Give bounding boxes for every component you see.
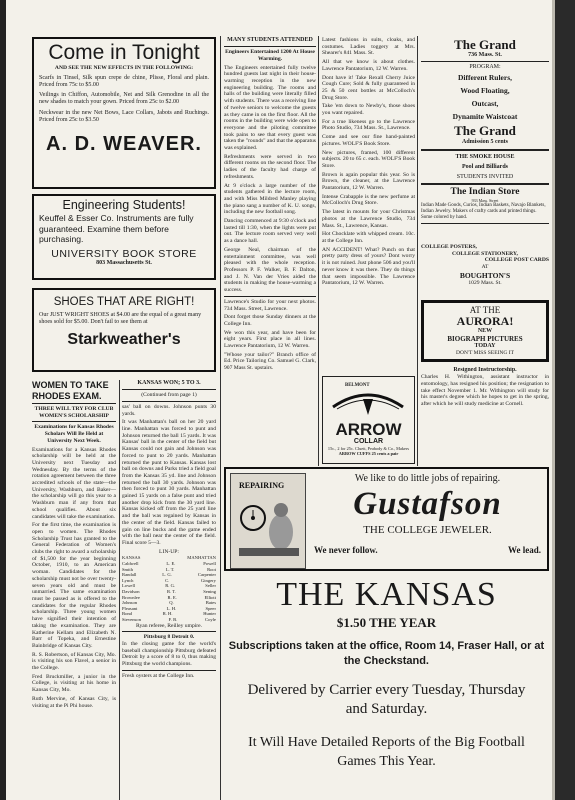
- weaver-name: A. D. WEAVER.: [46, 132, 202, 155]
- shoes-name: Starkweather's: [67, 331, 181, 349]
- aurora-l4: BIOGRAPH PICTURES: [447, 335, 523, 343]
- boughton-name: BOUGHTON'S: [459, 270, 511, 280]
- belmont-label: BELMONT: [345, 383, 370, 388]
- withington-headline: Resigned Instructorship.: [453, 367, 517, 373]
- lineup-position: R. H.: [162, 611, 173, 617]
- gustafson-sub: THE COLLEGE JEWELER.: [363, 524, 492, 536]
- lineup-kansas-player: Randall: [122, 572, 137, 578]
- rhodes-p1: Examinations for a Kansas Rhodes scholarship will be held at the University next Tuesday and Wednesday. By the terms of the rotation agreement between the three accredited schools of the state—the University, Washburn, and Baker—the scholarship will go this year to a Washburn man if any from that school qualifies. About six candidates will take the examination.: [32, 446, 116, 520]
- repairing-illustration-icon: [230, 473, 306, 569]
- bookstore-name: UNIVERSITY BOOK STORE: [51, 247, 197, 260]
- lineup-kansas-player: Bond: [122, 611, 132, 617]
- shoes-headline: SHOES THAT ARE RIGHT!: [53, 296, 195, 308]
- rhodes-deck: Examinations for Kansas Rhodes Scholars Will Be Held at University Next Week.: [34, 424, 114, 444]
- lineup-position: R. E.: [167, 594, 177, 600]
- bookstore-ad: [32, 194, 216, 280]
- rhodes-p3: R. S. Robertson, of Kansas City, Mo. is visiting his son Flavel, a senior in the College.: [32, 651, 116, 672]
- weaver-ad: [32, 37, 216, 189]
- arrow-collar-word: COLLAR: [353, 438, 384, 445]
- lineup-kansas-player: Smith: [122, 566, 133, 572]
- lineup-manhattan-player: Bates: [205, 600, 216, 606]
- local-3: Dont have it! Take Rexall Cherry Juice Cough Cure; Sold & fully guaranteed in 25 & 50 cent bottles at McColloch's Drug Store.: [322, 74, 415, 101]
- weaver-line1: Scarfs in Tinsel, Silk spun crepe de chine, Plisse, Floral and plain. Priced from 75c to $5.00: [39, 74, 209, 88]
- lineup-manhattan-player: Carpenter: [197, 572, 216, 578]
- grand-item-2: Wood Floating,: [460, 86, 510, 96]
- gustafson-ad: [224, 467, 549, 571]
- kansan-price: $1.50 THE YEAR: [336, 615, 437, 630]
- local-6: Come and see our fine hand-painted pictures. WOLF'S Book Store.: [322, 134, 415, 147]
- bookstore-body: Keuffel & Esser Co. Instruments are fully guaranteed. Examine them before purchasing.: [39, 213, 194, 244]
- kansas-won-p2: It was Manhattan's ball on her 20 yard line. Manhattan was forced to punt and Johnson returned the ball 15 yards. It was Kansas' ball in the center of the field but Kansas could not gain and Johnson was forced to punt to 20 yards. Manhattan returned the punt to Kansas. Kansas lost ball on downs and Parks tried a field goal from the Kansas 35 yd. line and Johnson returned the ball 30 yards. Johnson was then forced to punt 30 yards. Manhattan gained 15 yards on a false punt and tried another drop kick from the 30 yard line. Kansas kicked off from the 25 yard line and the ball was regained by Kansas in the center of the field. Kansas failed to gain on line bucks and the game ended with the ball near the center of the field. Final score 5—3.: [122, 419, 216, 546]
- arrow-collar-ad: [322, 376, 415, 464]
- boughton-at: AT: [481, 264, 489, 271]
- aurora-l5: TODAY: [474, 343, 496, 349]
- shoes-ad: [32, 288, 216, 372]
- engineers-p1: The Engineers entertained fully twelve hundred guests last night in their house-warming reception in the new engineering building. The rooms and halls of the building were literally filled with students. There was a receiving line of twelve seniors to welcome the guests as they came in on the first floor. All the rooms in the building were wide open to everyone and the piloting committee took pains to see that every guest was taken the "rounds" and that the apparatus was explained.: [224, 64, 316, 152]
- withington-p1: Charles H. Withington, assistant instructor in entomology, has resigned his position; the resignation to take effect November 1. Mr. Withington will study for his master's degree which he hopes to get in the spring, after which he will study medicine at Cornell.: [421, 374, 549, 408]
- boughton-ad: [421, 244, 549, 296]
- pittsburg-p: In the closing game for the world's baseball championship Pittsburg defeated Detroit by a score of 8 to 0, thus making Pittsburg the world champions.: [122, 640, 216, 668]
- lineup-kansas-player: Johnson: [122, 600, 138, 606]
- grand-title: The Grand: [454, 37, 516, 52]
- smoke-title: THE SMOKE HOUSE: [455, 153, 515, 160]
- gustafson-name: Gustafson: [353, 486, 502, 522]
- gustafson-right: We lead.: [508, 545, 541, 555]
- kansan-delivered: Delivered by Carrier every Tuesday, Thursday and Saturday.: [247, 682, 526, 717]
- oysters-p: Fresh oysters at the College Inn.: [122, 672, 195, 679]
- kansas-won-p1: sas' ball on downs. Johnson punts 30 yards.: [122, 403, 216, 417]
- grand-item-1: Different Rulers,: [457, 73, 512, 83]
- lineup-kansas-player: Caldwell: [122, 560, 139, 566]
- lineup-header-row: KANSAS MANHATTAN: [122, 555, 216, 561]
- bookstore-headline: Engineering Students!: [62, 198, 186, 212]
- lineup-manhattan-player: Powell: [203, 560, 216, 566]
- aurora-l3: NEW: [477, 328, 493, 334]
- lineup-heading: LIN-UP:: [159, 548, 179, 555]
- aurora-l6: DON'T MISS SEEING IT: [456, 350, 514, 356]
- gustafson-top: We like to do little jobs of repairing.: [354, 473, 501, 484]
- lineup-table: [122, 561, 216, 623]
- kansas-won-continued: (Continued from page 1): [141, 392, 197, 399]
- local-2: All that we know is about clothes. Lawrence Pantatorium, 12 W. Warren.: [322, 59, 415, 72]
- arrow-brand: ARROW: [335, 420, 402, 439]
- sunday-dinner-notice: Dont forget those Sunday dinners at the College Inn.: [224, 314, 316, 327]
- kansan-title: THE KANSAS: [276, 576, 497, 613]
- lineup-position: R. G.: [165, 583, 176, 589]
- local-5: For a true likeness go to the Lawrence Photo Studio, 734 Mass. St., Lawrence.: [322, 118, 415, 132]
- grand-title-2: The Grand: [454, 123, 516, 139]
- page-right-edge: [555, 0, 575, 800]
- boughton-l2: COLLEGE STATIONERY,: [452, 250, 518, 257]
- pittsburg-headline: Pittsburg 8 Detroit 0.: [143, 634, 195, 641]
- weaver-line2: Veilings in Chiffon, Automobile, Net and Silk Grenodine in all the new shades to match your gown. Priced from 25c to $2.00: [39, 92, 209, 106]
- engineers-headline: MANY STUDENTS ATTENDED: [227, 37, 313, 43]
- local-12: AN ACCIDENT! What? Punch on that pretty party dress of yours? Dont worry it is not ruined. Just phone 506 and you'll never know it was there. They do things that seem impossible. The Lawrence Pantatorium, 12 W. Warren.: [322, 246, 415, 287]
- tailor-notice: "Whose your tailor?" Branch office of Ed. Price Tailoring Co. Samuel G. Clark, 907 Mass St. upstairs.: [224, 351, 316, 372]
- lineup-manhattan-player: Speer: [205, 605, 216, 611]
- lineup-manhattan-player: Hunter: [203, 611, 216, 617]
- indian-body: Indian Made Goods, Curios, Indian Baskets, Navajo Blankets, Indian Jewelry. Makers of crafty cards and printed things. Some colored by hand.: [421, 203, 546, 220]
- lineup-manhattan-player: Elliott: [204, 594, 216, 600]
- engineers-article: [224, 37, 316, 467]
- arrow-fine-print: 15c., 2 for 25c. Cluett, Peabody & Co., Makers: [327, 446, 410, 451]
- engineers-p5: George Neal, chairman of the entertainment committee, was well pleased with the whole reception. Professors P. F. Walker, B. F. Dalton, and J. N. Van der Vries aided the students in making the house-warming a success.: [224, 246, 316, 294]
- kansas-won-headline: KANSAS WON; 5 TO 3.: [137, 380, 201, 386]
- lineup-manhattan-player: Coyle: [205, 616, 216, 622]
- withington-article: [421, 367, 549, 465]
- lineup-position: Q.: [169, 600, 174, 606]
- gustafson-left: We never follow.: [314, 545, 378, 555]
- grand-program-label: PROGRAM:: [469, 64, 501, 71]
- local-11: Hot Chocklate with whipped cream. 10c. at the College Inn.: [322, 231, 415, 244]
- lineup-kansas-player: Brownlee: [122, 594, 140, 600]
- smoke-invite: STUDENTS INVITED: [456, 174, 514, 181]
- aurora-l2: AURORA!: [456, 314, 514, 328]
- locals-column: [322, 37, 415, 372]
- boughton-addr: 1029 Mass. St.: [468, 279, 502, 286]
- kansan-ad: [224, 575, 549, 797]
- grand-address: 736 Mass. St.: [468, 52, 502, 58]
- lineup-kansas-player: Davidson: [122, 588, 140, 594]
- studio-notice: Lawrence's Studio for your next photos. 734 Mass. Street, Lawrence.: [224, 298, 316, 312]
- lineup-position: C.: [165, 577, 170, 583]
- engineers-deck: Engineers Entertained 1200 At House Warming.: [225, 49, 315, 62]
- boughton-l1: COLLEGE POSTERS,: [421, 244, 477, 250]
- rhodes-p2: For the first time, the examination is open to women. The Rhodes Scholarship Trust has granted to the General Federation of Women's clubs the right to award a scholarship of $1,500 for the year beginning October, 1910, to an American woman. Candidates for the scholarship must not be over twenty-seven years old and must be unmarried. The same examination must be passed as is offered to the candidates for the regular Rhodes scholarship. Three young women have signified their intention of taking the examination. They are Katherine Kellam and Elizabeth N. Barr of Topeka, and Ernestine Bainbridge of Kansas City.: [32, 522, 116, 649]
- lineup-position: L. T.: [165, 566, 175, 572]
- lineup-position: L. E.: [166, 560, 176, 566]
- shoes-body: Our JUST WRIGHT SHOES at $4.00 are the equal of a great many shoes sold for $5.00. Don't fail to see them at: [39, 312, 202, 326]
- weaver-line3: Neckwear in the new Net Bows, Lace Collars, Jabots and Ruchings. Priced from 25c to $3.50: [39, 109, 209, 123]
- kansan-football: It Will Have Detailed Reports of the Big Football Games This Year.: [248, 735, 525, 769]
- lineup-kansas-player: Lynch: [122, 577, 134, 583]
- rhodes-p4: Fred Bruckmiller, a junior in the College, is visiting at his home in Kansas City, Mo.: [32, 673, 116, 694]
- aurora-ad: [421, 300, 549, 362]
- lineup-manhattan-player: Seller: [205, 583, 216, 589]
- smoke-line: Pool and Billiards: [461, 163, 508, 170]
- grand-item-3: Outcast,: [471, 99, 499, 109]
- engineers-p2: Refreshments were served in two different rooms on the second floor. The ladies of the faculty had charge of refreshments.: [224, 153, 316, 180]
- local-4: Take 'em down to Newby's, those shoes you want repaired.: [322, 103, 415, 117]
- weaver-headline: Come in Tonight: [48, 41, 200, 64]
- grand-admission: Admission 5 cents: [461, 139, 508, 146]
- rhodes-p5: Ruth Mervine, of Kansas City, is visiting at the Pi Phi house.: [32, 695, 116, 709]
- rhodes-article: [32, 380, 116, 800]
- arrow-cuffs: ARROW CUFFS 25 cents a pair: [338, 451, 399, 456]
- lineup-manhattan-player: Root: [207, 566, 216, 572]
- aurora-l1: AT THE: [469, 305, 501, 315]
- lineup-position: F. B.: [168, 616, 178, 622]
- rhodes-headline: WOMEN TO TAKE RHODES EXAM.: [32, 380, 109, 401]
- grand-item-4: Dynamite Waistcoat: [452, 112, 518, 122]
- local-1: Latest fashions in suits, cloaks, and costumes. Ladies toggery at Mrs. Shearer's 841 Mass. St.: [322, 37, 415, 57]
- local-10: The latest in mounts for your Christmas photos at the Lawrence Studio, 734 Mass. St., Lawrence, Kansas.: [322, 209, 415, 229]
- officials: Ryan referee, Reilley umpire.: [135, 622, 203, 629]
- lineup-position: R. T.: [166, 588, 176, 594]
- pantatorium-notice: We won this year, and have been for eight years. First place in all lines. Lawrence Pantatorium, 12 W. Warren.: [224, 329, 316, 350]
- lineup-manhattan-player: Gingery: [200, 577, 216, 583]
- rhodes-subhead: THREE WILL TRY FOR CLUB WOMEN'S SCHOLARSHIP: [34, 406, 114, 419]
- weaver-sub: AND SEE THE NEW EFFECTS IN THE FOLLOWING:: [54, 65, 194, 71]
- indian-addr: 933 Mass. Street: [471, 198, 499, 204]
- svg-text:REPAIRING: REPAIRING: [239, 481, 285, 490]
- lineup-kansas-player: Stevenson: [122, 616, 141, 622]
- indian-title: The Indian Store: [450, 187, 520, 198]
- engineers-p3: At 9 o'clock a large number of the students gathered in the lecture room, and with Miss Mildred Manley playing the piano sang a number of K. U. songs, including the new football song.: [224, 182, 316, 216]
- local-7: New pictures, framed, 100 different subjects. 20 to 65 c. each. WOLF'S Book Store.: [322, 149, 415, 169]
- page-left-edge: [0, 0, 6, 800]
- lineup-manhattan-player: Sening: [203, 588, 216, 594]
- kansas-won-article: [122, 380, 216, 800]
- lineup-position: L. G.: [162, 572, 172, 578]
- local-8: Brown is again popular this year. So is Brown, the cleaner, at the Lawrence Pantatorium, 12 W. Warren.: [322, 171, 415, 192]
- local-9: Intense Crabapple is the new perfume at McColloch's Drug Store.: [322, 193, 415, 207]
- bookstore-address: 803 Massachusetts St.: [96, 259, 152, 266]
- lineup-kansas-player: Pleasant: [122, 605, 138, 611]
- lineup-position: L. H.: [166, 605, 177, 611]
- lineup-kansas-player: Lowell: [122, 583, 136, 589]
- boughton-l3: COLLEGE POST CARDS: [484, 257, 549, 264]
- engineers-p4: Dancing commenced at 9:30 o'clock and lasted till 1:30, when the lights were put out. The lecture room served very well as a dance hall.: [224, 218, 316, 245]
- kansan-subs: Subscriptions taken at the office, Room 14, Fraser Hall, or at the Checkstand.: [228, 640, 545, 667]
